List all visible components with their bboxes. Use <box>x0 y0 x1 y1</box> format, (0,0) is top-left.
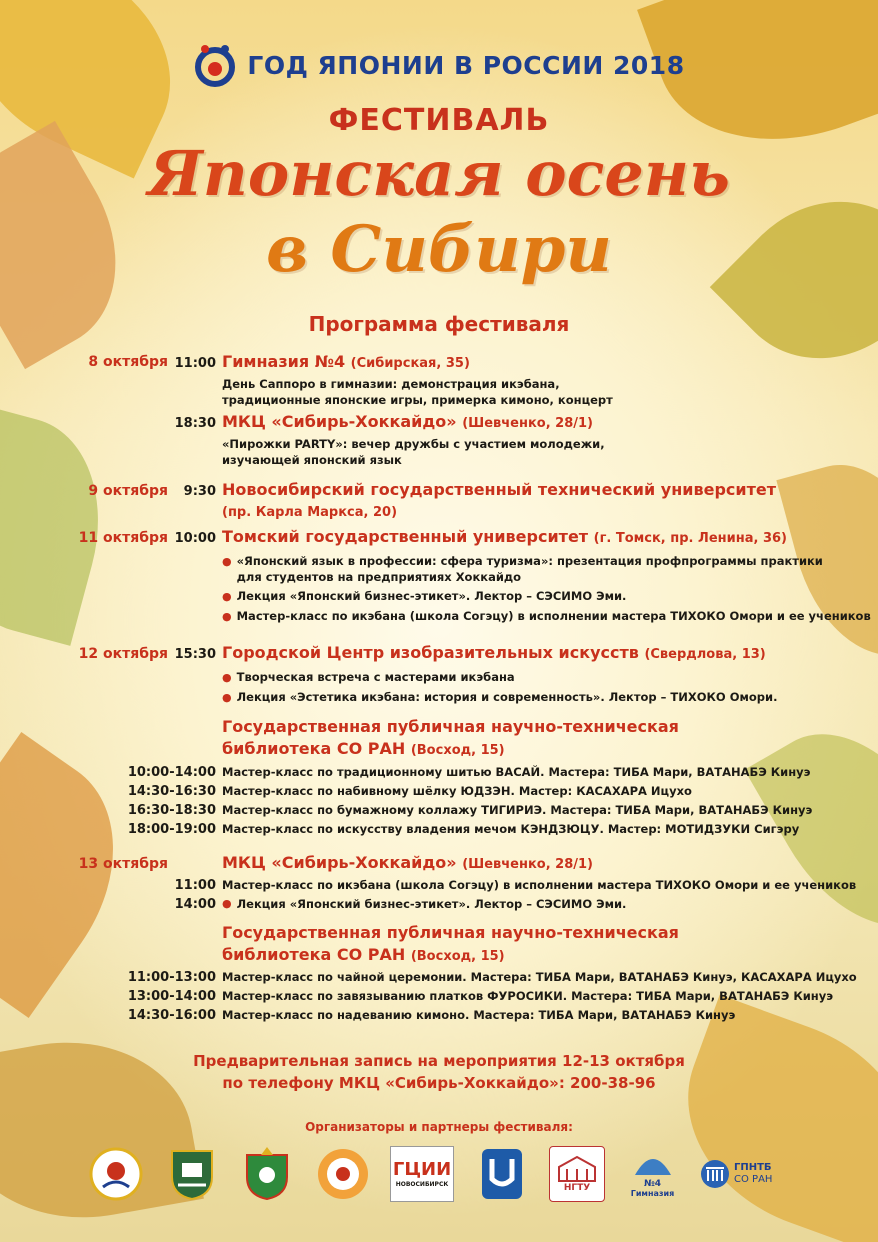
description-line: традиционные японские игры, примерка кимоно, концерт <box>222 392 613 407</box>
event-bullet <box>222 670 515 686</box>
booking-line: по телефону МКЦ «Сибирь-Хоккайдо»: 200-38-96 <box>222 1074 656 1092</box>
event-venue <box>222 739 505 758</box>
event-description <box>222 377 613 408</box>
venue-address-text: (пр. Карла Маркса, 20) <box>222 505 398 520</box>
venue-name: Томский государственный университет <box>222 527 589 546</box>
venue-name: библиотека СО РАН <box>222 739 406 758</box>
schedule-description: Мастер-класс по завязыванию платков ФУРОСИКИ. Мастера: ТИБА Мари, ВАТАНАБЭ Кинуэ <box>222 989 834 1003</box>
event-time: 10:00 <box>174 531 216 546</box>
venue-address: (Свердлова, 13) <box>644 647 766 662</box>
bullet-dot-icon: ● <box>222 590 232 603</box>
event-time: 15:30 <box>174 647 216 662</box>
schedule-time: 11:00 <box>174 878 216 893</box>
tsu-university-logo-icon <box>474 1146 530 1202</box>
bullet-line: Мастер-класс по икэбана (школа Согэцу) в исполнении мастера ТИХОКО Омори и ее учеников <box>236 609 871 623</box>
program-title: Программа фестиваля <box>308 312 570 336</box>
event-bullet <box>222 589 626 605</box>
venue-address: (Восход, 15) <box>410 743 505 758</box>
schedule-time: 14:30-16:30 <box>127 784 216 799</box>
ngtu-logo <box>549 1146 605 1202</box>
schedule-description: Мастер-класс по набивному шёлку ЮДЗЭН. Мастер: КАСАХАРА Ицухо <box>222 784 692 798</box>
event-time: 11:00 <box>174 356 216 371</box>
schedule-time: 13:00-14:00 <box>127 989 216 1004</box>
bullet-line: Лекция «Эстетика икэбана: история и современность». Лектор – ТИХОКО Омори. <box>236 690 778 704</box>
booking-line: Предварительная запись на мероприятия 12-13 октября <box>193 1052 685 1070</box>
japan-russia-center-logo-icon <box>315 1146 371 1202</box>
booking-info <box>0 1050 878 1094</box>
year-of-japan-logo-icon <box>193 43 237 87</box>
event-date: 13 октября <box>78 856 168 872</box>
schedule-time: 14:00 <box>174 897 216 912</box>
event-venue <box>222 853 593 872</box>
schedule-row <box>116 897 626 912</box>
bullet-line: Лекция «Японский бизнес-этикет». Лектор – СЭСИМО Эми. <box>236 589 627 603</box>
bullet-dot-icon: ● <box>222 610 232 623</box>
schedule-list <box>116 970 857 1027</box>
event-venue: Государственная публичная научно-техническая <box>222 923 679 942</box>
bullet-line: «Японский язык в профессии: сфера туризма»: презентация профпрограммы практики <box>236 554 823 568</box>
bullet-line: для студентов на предприятиях Хоккайдо <box>236 569 522 584</box>
event-venue: Государственная публичная научно-техническая <box>222 717 679 736</box>
gpntb-logo-subtitle: СО РАН <box>734 1174 773 1185</box>
schedule-row <box>116 784 812 803</box>
novosibirsk-oblast-coat-of-arms-icon <box>164 1146 220 1202</box>
gpntb-columns-icon <box>700 1159 730 1189</box>
event-venue <box>222 527 787 546</box>
venue-name: МКЦ «Сибирь-Хоккайдо» <box>222 853 457 872</box>
schedule-description: Мастер-класс по надеванию кимоно. Мастера: ТИБА Мари, ВАТАНАБЭ Кинуэ <box>222 1008 736 1022</box>
gcii-logo-subtitle: НОВОСИБИРСК <box>395 1181 449 1188</box>
schedule-description: Мастер-класс по искусству владения мечом КЭНДЗЮЦУ. Мастер: МОТИДЗУКИ Сигэру <box>222 822 800 836</box>
event-venue <box>222 412 593 431</box>
event-venue: Новосибирский государственный технический университет <box>222 480 776 499</box>
ngtu-logo-text: НГТУ <box>563 1183 591 1193</box>
description-line: изучающей японский язык <box>222 452 402 467</box>
gymnasium-logo-num: №4 <box>643 1179 662 1189</box>
schedule-time: 11:00-13:00 <box>127 970 216 985</box>
novosibirsk-coat-of-arms-icon <box>239 1146 295 1202</box>
bullet-dot-icon: ● <box>222 897 232 910</box>
schedule-time: 10:00-14:00 <box>127 765 216 780</box>
venue-name: МКЦ «Сибирь-Хоккайдо» <box>222 412 457 431</box>
bullet-dot-icon: ● <box>222 671 232 684</box>
description-line: «Пирожки PARTY»: вечер дружбы с участием молодежи, <box>222 437 605 451</box>
festival-title-line2: в Сибири <box>266 212 612 287</box>
venue-address: (Шевченко, 28/1) <box>462 857 593 872</box>
header-text: ГОД ЯПОНИИ В РОССИИ 2018 <box>247 50 685 80</box>
gpntb-logo-title: ГПНТБ <box>734 1162 772 1173</box>
event-bullet <box>222 690 777 706</box>
venue-name: библиотека СО РАН <box>222 945 406 964</box>
schedule-time: 16:30-18:30 <box>127 803 216 818</box>
year-of-japan-header <box>0 40 878 90</box>
schedule-row <box>116 803 812 822</box>
festival-label: ФЕСТИВАЛЬ <box>328 103 550 138</box>
schedule-description: Лекция «Японский бизнес-этикет». Лектор – СЭСИМО Эми. <box>236 897 627 911</box>
gymnasium-4-logo <box>625 1146 681 1202</box>
event-venue <box>222 945 505 964</box>
venue-address: (Восход, 15) <box>410 949 505 964</box>
schedule-row <box>116 822 812 841</box>
event-description <box>222 437 605 468</box>
venue-address: (Шевченко, 28/1) <box>462 416 593 431</box>
sapporo-society-logo-icon <box>88 1146 144 1202</box>
schedule-row <box>116 765 812 784</box>
gymnasium-logo-name: Гимназия <box>630 1189 675 1198</box>
bullet-dot-icon: ● <box>222 555 232 568</box>
venue-name: Гимназия №4 <box>222 352 346 371</box>
bullet-line: Творческая встреча с мастерами икэбана <box>236 670 515 684</box>
venue-address: (Сибирская, 35) <box>350 356 470 371</box>
schedule-list <box>116 765 812 841</box>
gpntb-logo <box>700 1146 792 1202</box>
venue-address <box>222 501 397 520</box>
partner-logos <box>88 1146 792 1202</box>
event-date: 8 октября <box>88 354 168 370</box>
schedule-row <box>116 970 857 989</box>
schedule-row <box>116 989 857 1008</box>
schedule-row <box>116 878 856 893</box>
festival-title-line1: Японская осень <box>148 137 730 210</box>
gymnasium-leaf-icon <box>631 1149 675 1179</box>
bullet-dot-icon: ● <box>222 691 232 704</box>
event-time: 9:30 <box>183 484 216 499</box>
gcii-logo <box>390 1146 454 1202</box>
event-venue <box>222 643 766 662</box>
schedule-description: Мастер-класс по икэбана (школа Согэцу) в исполнении мастера ТИХОКО Омори и ее учеников <box>222 878 857 892</box>
gcii-logo-title: ГЦИИ <box>392 1159 452 1180</box>
ngtu-building-icon <box>555 1155 599 1183</box>
schedule-row <box>116 1008 857 1027</box>
event-venue <box>222 352 470 371</box>
schedule-description: Мастер-класс по традиционному шитью ВАСАЙ. Мастера: ТИБА Мари, ВАТАНАБЭ Кинуэ <box>222 765 811 779</box>
event-bullet <box>222 609 871 625</box>
event-time: 18:30 <box>174 416 216 431</box>
organizers-title: Организаторы и партнеры фестиваля: <box>305 1120 573 1134</box>
event-bullet <box>222 554 823 585</box>
event-date: 12 октября <box>78 646 168 662</box>
schedule-time: 18:00-19:00 <box>127 822 216 837</box>
venue-address: (г. Томск, пр. Ленина, 36) <box>593 531 787 546</box>
description-line: День Саппоро в гимназии: демонстрация икэбана, <box>222 377 560 391</box>
schedule-description: Мастер-класс по чайной церемонии. Мастера: ТИБА Мари, ВАТАНАБЭ Кинуэ, КАСАХАРА Ицухо <box>222 970 857 984</box>
venue-name: Городской Центр изобразительных искусств <box>222 643 639 662</box>
event-date: 9 октября <box>88 483 168 499</box>
schedule-time: 14:30-16:00 <box>127 1008 216 1023</box>
schedule-description: Мастер-класс по бумажному коллажу ТИГИРИЭ. Мастера: ТИБА Мари, ВАТАНАБЭ Кинуэ <box>222 803 813 817</box>
event-date: 11 октября <box>78 530 168 546</box>
